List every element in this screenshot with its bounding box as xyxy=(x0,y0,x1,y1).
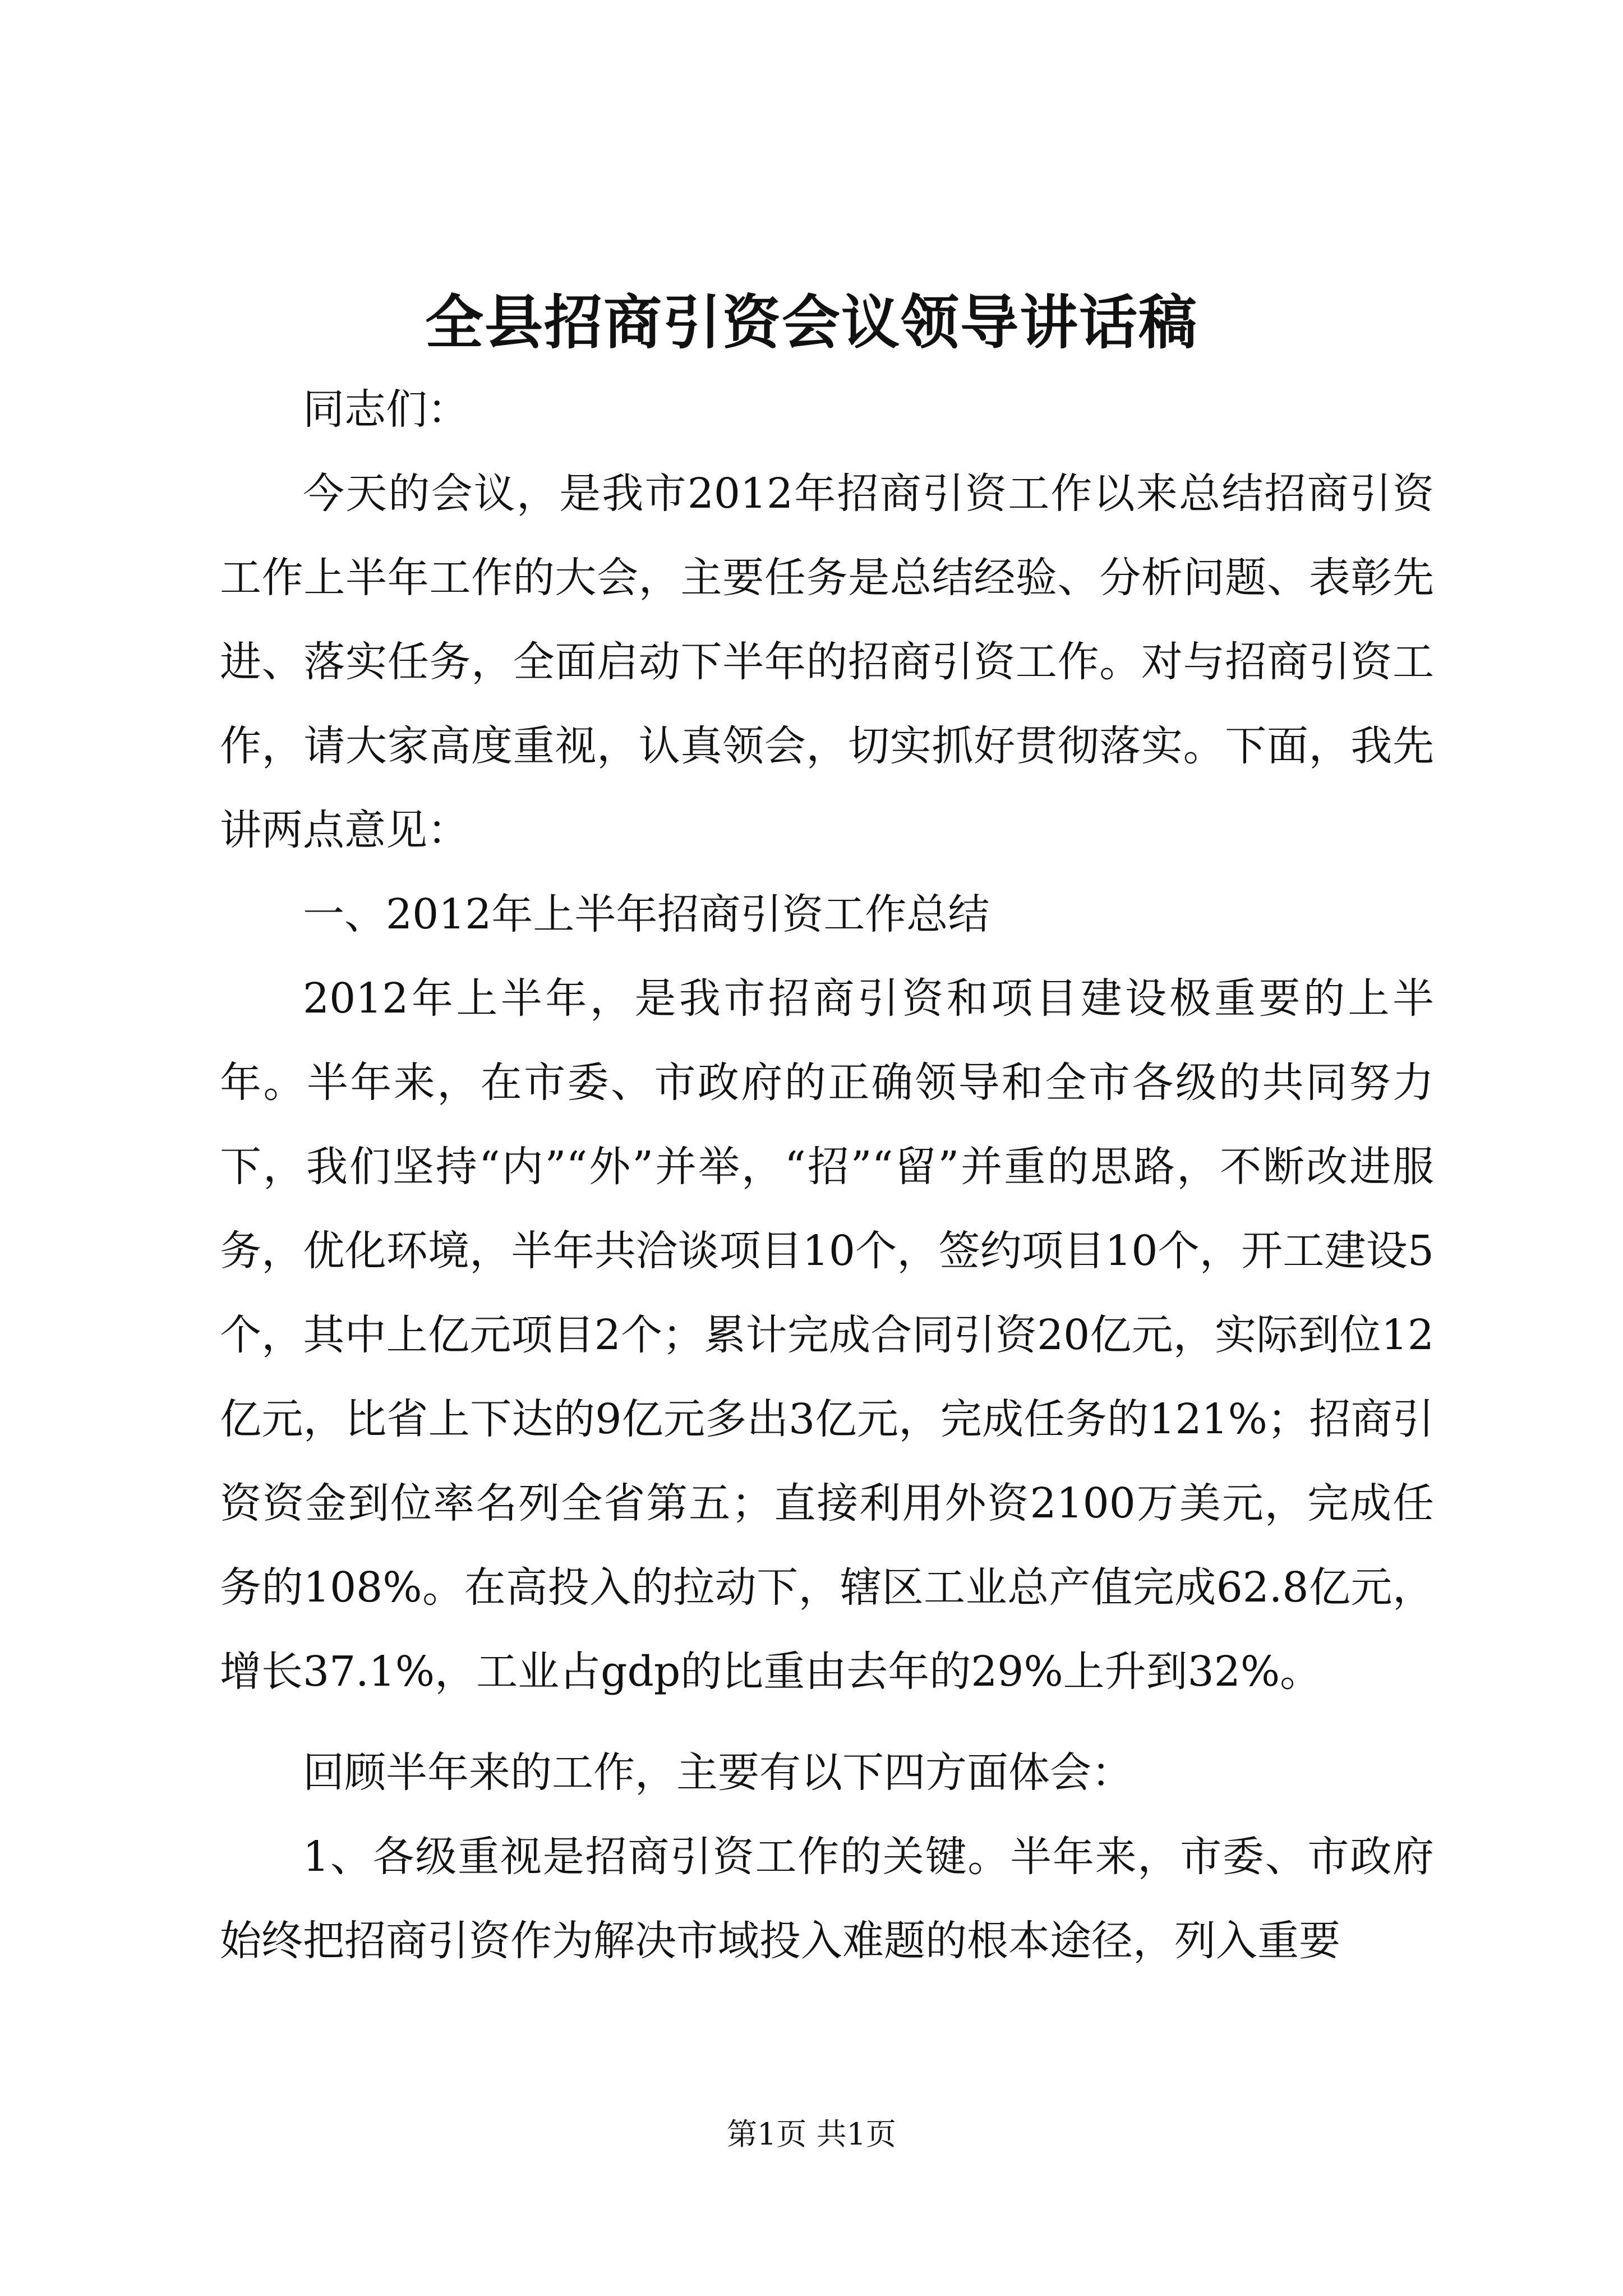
document-title: 全县招商引资会议领导讲话稿 xyxy=(425,288,1198,357)
page-footer: 第1页 共1页 xyxy=(727,2116,896,2152)
review-paragraph: 回顾半年来的工作，主要有以下四方面体会： xyxy=(303,1749,1133,1797)
summary-paragraph: 2012年上半年，是我市招商引资和项目建设极重要的上半年。半年来，在市委、市政府的正确领导和全市各级的共同努力下，我们坚持“内”“外”并举，“招”“留”并重的思路，不断改进服务，优化环境，半年共洽谈项目10个，签约项目10个，开工建设5个，其中上亿元项目2个；累计完成合同引资20亿元，实际到位12亿元，比省上下达的9亿元多出3亿元，完成任务的121%；招商引资资金到位率名列全省第五；直接利用外资2100万美元，完成任务的108%。在高投入的拉动下，辖区工业总产值完成62.8亿元，增长37.1%，工业占gdp的比重由去年的29%上升到32%。 xyxy=(220,974,1434,1696)
document-body xyxy=(220,367,1434,1983)
section-heading-1: 一、2012年上半年招商引资工作总结 xyxy=(303,890,990,938)
point-1-paragraph: 1、各级重视是招商引资工作的关键。半年来，市委、市政府始终把招商引资作为解决市域投入难题的根本途径，列入重要 xyxy=(220,1833,1434,1965)
intro-paragraph: 今天的会议，是我市2012年招商引资工作以来总结招商引资工作上半年工作的大会，主要任务是总结经验、分析问题、表彰先进、落实任务，全面启动下半年的招商引资工作。对与招商引资工作，请大家高度重视，认真领会，切实抓好贯彻落实。下面，我先讲两点意见： xyxy=(220,470,1434,854)
salutation-paragraph: 同志们： xyxy=(303,385,469,434)
